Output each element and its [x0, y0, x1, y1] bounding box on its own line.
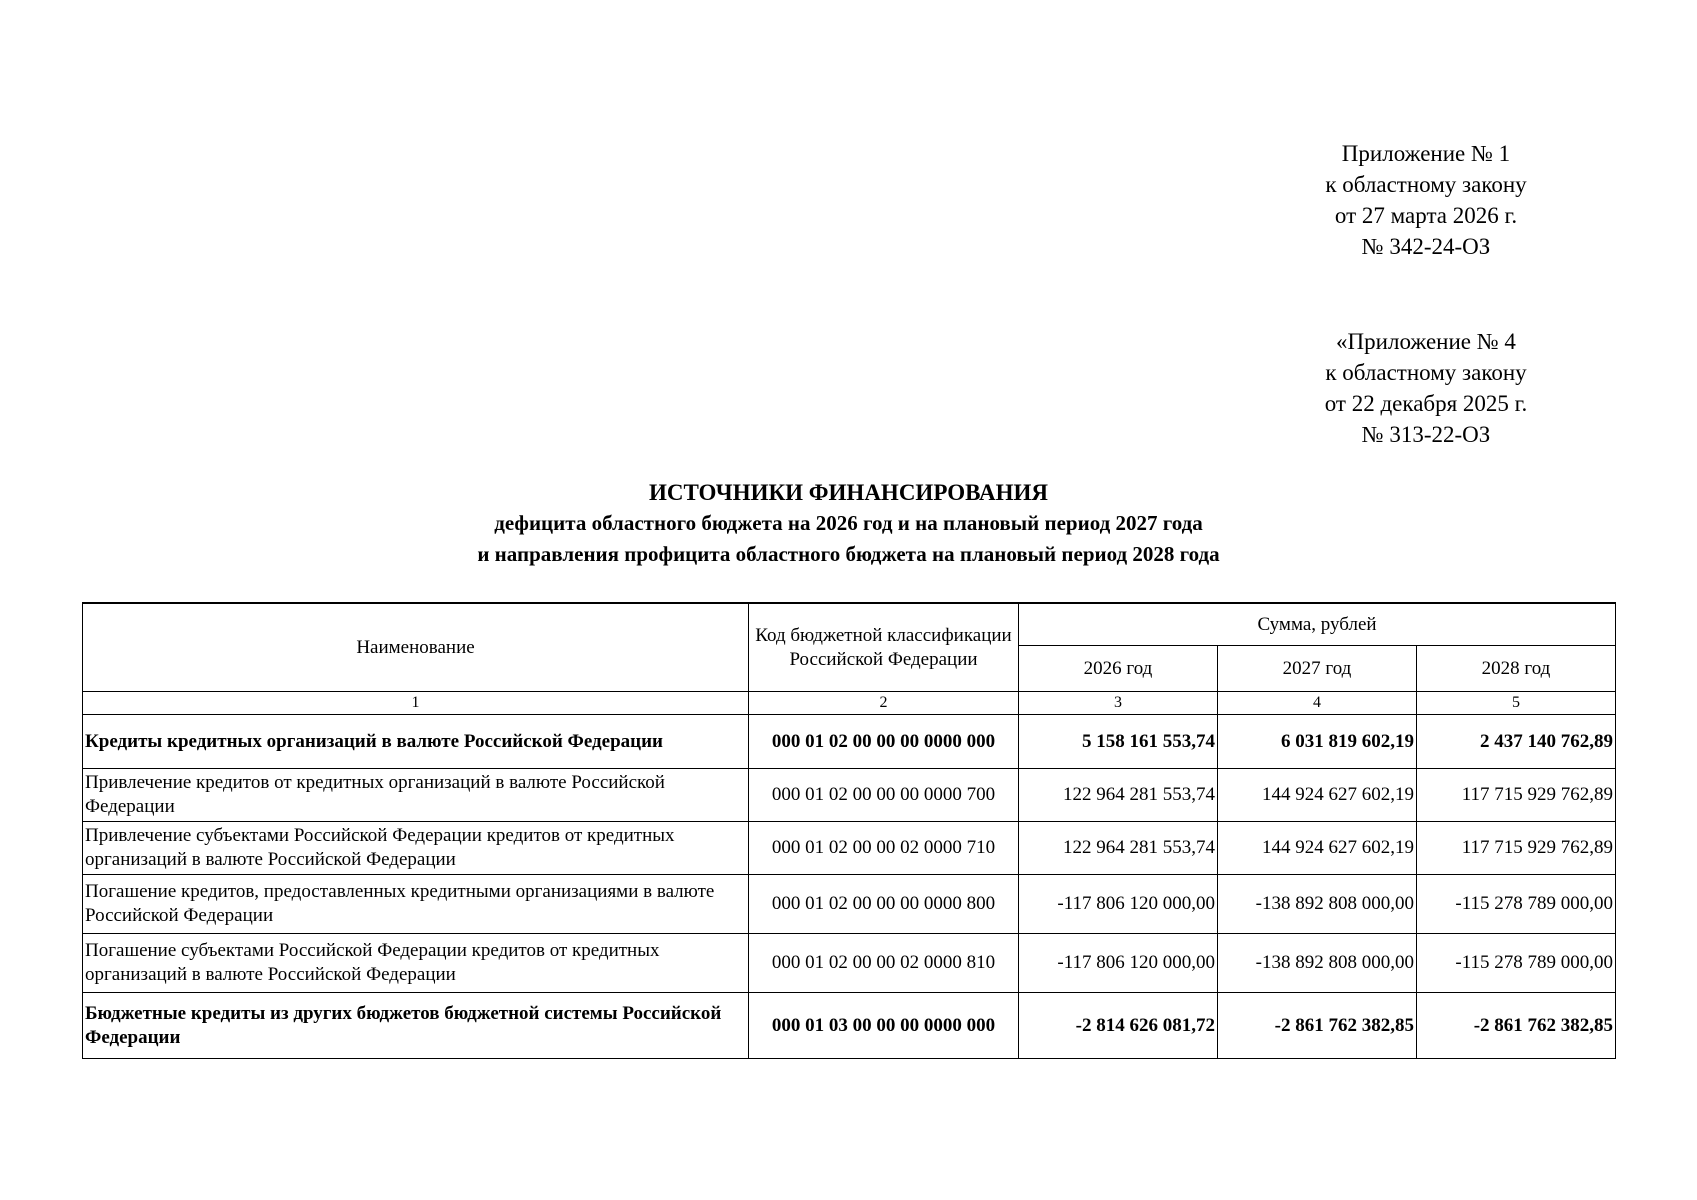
annex-1-law-type: к областному закону: [1325, 172, 1527, 197]
header-year-2026: 2026 год: [1019, 646, 1218, 692]
row-name: Кредиты кредитных организаций в валюте Российской Федерации: [83, 715, 749, 769]
annex-4-law-number: № 313-22-ОЗ: [1361, 422, 1491, 447]
row-code: 000 01 02 00 00 00 0000 700: [749, 769, 1019, 822]
row-code: 000 01 03 00 00 00 0000 000: [749, 993, 1019, 1059]
row-value-2028: -2 861 762 382,85: [1417, 993, 1616, 1059]
row-value-2026: -117 806 120 000,00: [1019, 875, 1218, 934]
header-name: Наименование: [83, 603, 749, 692]
row-value-2028: -115 278 789 000,00: [1417, 875, 1616, 934]
annex-4-reference: [1218, 326, 1634, 450]
row-value-2027: -138 892 808 000,00: [1218, 934, 1417, 993]
column-number: 5: [1417, 692, 1616, 715]
table-row: [83, 875, 1616, 934]
row-code: 000 01 02 00 00 02 0000 810: [749, 934, 1019, 993]
row-value-2028: 2 437 140 762,89: [1417, 715, 1616, 769]
row-value-2026: 122 964 281 553,74: [1019, 822, 1218, 875]
row-value-2027: 144 924 627 602,19: [1218, 769, 1417, 822]
row-value-2026: 5 158 161 553,74: [1019, 715, 1218, 769]
table-row: [83, 993, 1616, 1059]
row-value-2027: -138 892 808 000,00: [1218, 875, 1417, 934]
column-number: 4: [1218, 692, 1417, 715]
row-code: 000 01 02 00 00 00 0000 800: [749, 875, 1019, 934]
table-row: [83, 715, 1616, 769]
row-code: 000 01 02 00 00 00 0000 000: [749, 715, 1019, 769]
row-name: Привлечение субъектами Российской Федерации кредитов от кредитных организаций в валюте Российской Федерации: [83, 822, 749, 875]
row-value-2027: -2 861 762 382,85: [1218, 993, 1417, 1059]
annex-1-law-number: № 342-24-ОЗ: [1361, 234, 1491, 259]
title-subtitle-1: дефицита областного бюджета на 2026 год и на плановый период 2027 года: [494, 511, 1203, 535]
annex-4-law-type: к областному закону: [1325, 360, 1527, 385]
title-main: ИСТОЧНИКИ ФИНАНСИРОВАНИЯ: [648, 480, 1049, 505]
row-name: Погашение субъектами Российской Федерации кредитов от кредитных организаций в валюте Российской Федерации: [83, 934, 749, 993]
row-value-2027: 6 031 819 602,19: [1218, 715, 1417, 769]
column-number: 2: [749, 692, 1019, 715]
header-code: Код бюджетной классификации Российской Федерации: [749, 603, 1019, 692]
header-sum: Сумма, рублей: [1019, 603, 1616, 646]
row-name: Бюджетные кредиты из других бюджетов бюджетной системы Российской Федерации: [83, 993, 749, 1059]
column-number: 1: [83, 692, 749, 715]
annex-4-number: «Приложение № 4: [1336, 329, 1516, 354]
column-numbers-row: [83, 692, 1616, 715]
row-code: 000 01 02 00 00 02 0000 710: [749, 822, 1019, 875]
row-value-2026: -2 814 626 081,72: [1019, 993, 1218, 1059]
header-year-2028: 2028 год: [1417, 646, 1616, 692]
row-value-2028: 117 715 929 762,89: [1417, 822, 1616, 875]
document-title: [0, 477, 1697, 570]
row-value-2026: -117 806 120 000,00: [1019, 934, 1218, 993]
row-value-2027: 144 924 627 602,19: [1218, 822, 1417, 875]
column-number: 3: [1019, 692, 1218, 715]
financing-sources-table: [82, 602, 1616, 1059]
row-value-2028: -115 278 789 000,00: [1417, 934, 1616, 993]
annex-1-number: Приложение № 1: [1341, 141, 1511, 166]
title-subtitle-2: и направления профицита областного бюджета на плановый период 2028 года: [477, 542, 1220, 566]
row-value-2026: 122 964 281 553,74: [1019, 769, 1218, 822]
annex-1-date: от 27 марта 2026 г.: [1334, 203, 1518, 228]
table-row: [83, 769, 1616, 822]
row-name: Погашение кредитов, предоставленных кредитными организациями в валюте Российской Федерации: [83, 875, 749, 934]
table-row: [83, 822, 1616, 875]
table-row: [83, 934, 1616, 993]
header-year-2027: 2027 год: [1218, 646, 1417, 692]
annex-4-date: от 22 декабря 2025 г.: [1324, 391, 1528, 416]
annex-1-reference: [1218, 138, 1634, 262]
row-name: Привлечение кредитов от кредитных организаций в валюте Российской Федерации: [83, 769, 749, 822]
row-value-2028: 117 715 929 762,89: [1417, 769, 1616, 822]
